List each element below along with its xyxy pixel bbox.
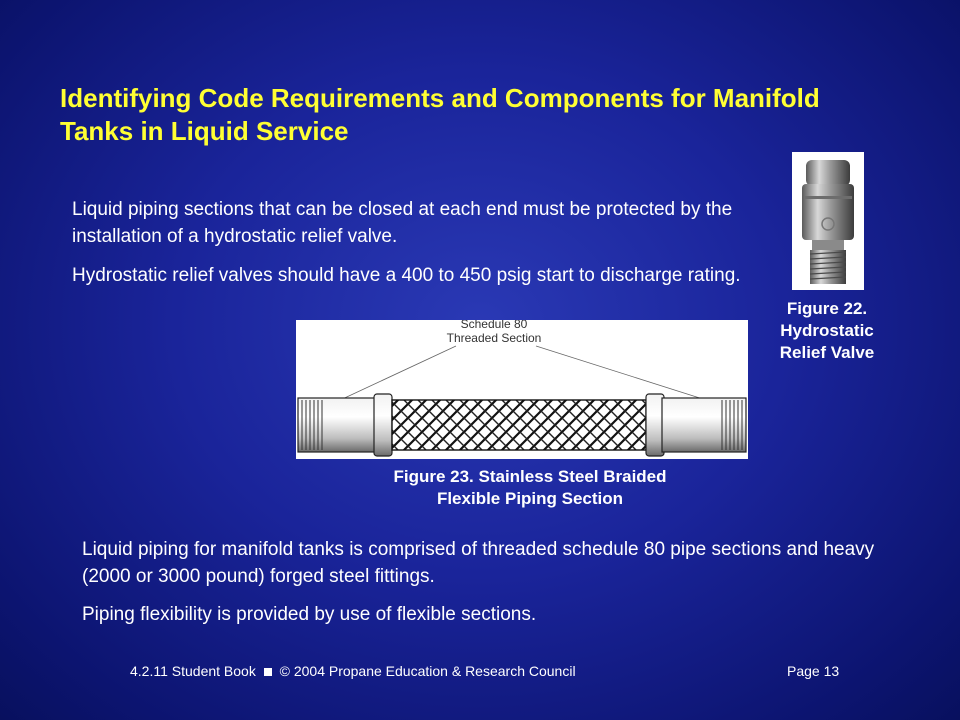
figure-22-caption — [752, 298, 902, 364]
braided-hose-drawing — [296, 320, 748, 459]
figure-23-caption-line1: Figure 23. Stainless Steel Braided — [393, 467, 667, 486]
footer-page-number: Page 13 — [787, 663, 840, 679]
square-bullet-icon — [264, 668, 272, 676]
paragraph-piping-components: Liquid piping for manifold tanks is comprised of threaded schedule 80 pipe sections and heavy (2000 or 3000 pound) forged steel fittings. — [82, 539, 875, 587]
figure-23-callout-line2: Threaded Section — [446, 331, 542, 345]
paragraph-relief-valve-rating: Hydrostatic relief valves should have a 400 to 450 psig start to discharge rating. — [72, 265, 741, 286]
figure-22-caption-line1: Figure 22. — [786, 299, 868, 318]
paragraph-relief-valve-requirement: Liquid piping sections that can be closed at each end must be protected by the installation of a hydrostatic relief valve. — [72, 199, 733, 247]
footer-credit — [130, 663, 576, 679]
figure-23-caption-line2: Flexible Piping Section — [436, 489, 624, 508]
slide-title: Identifying Code Requirements and Components for Manifold Tanks in Liquid Service — [60, 83, 820, 146]
footer-book-ref: 4.2.11 Student Book — [130, 663, 256, 679]
figure-22-caption-line2: Hydrostatic — [780, 321, 874, 340]
paragraph-piping-flexibility: Piping flexibility is provided by use of flexible sections. — [82, 604, 537, 625]
figure-23-caption — [320, 466, 740, 510]
figure-22-caption-line3: Relief Valve — [779, 343, 875, 362]
relief-valve-photo — [792, 152, 864, 290]
figure-23-callout-line1: Schedule 80 — [460, 320, 528, 331]
footer-copyright: © 2004 Propane Education & Research Council — [279, 663, 576, 679]
